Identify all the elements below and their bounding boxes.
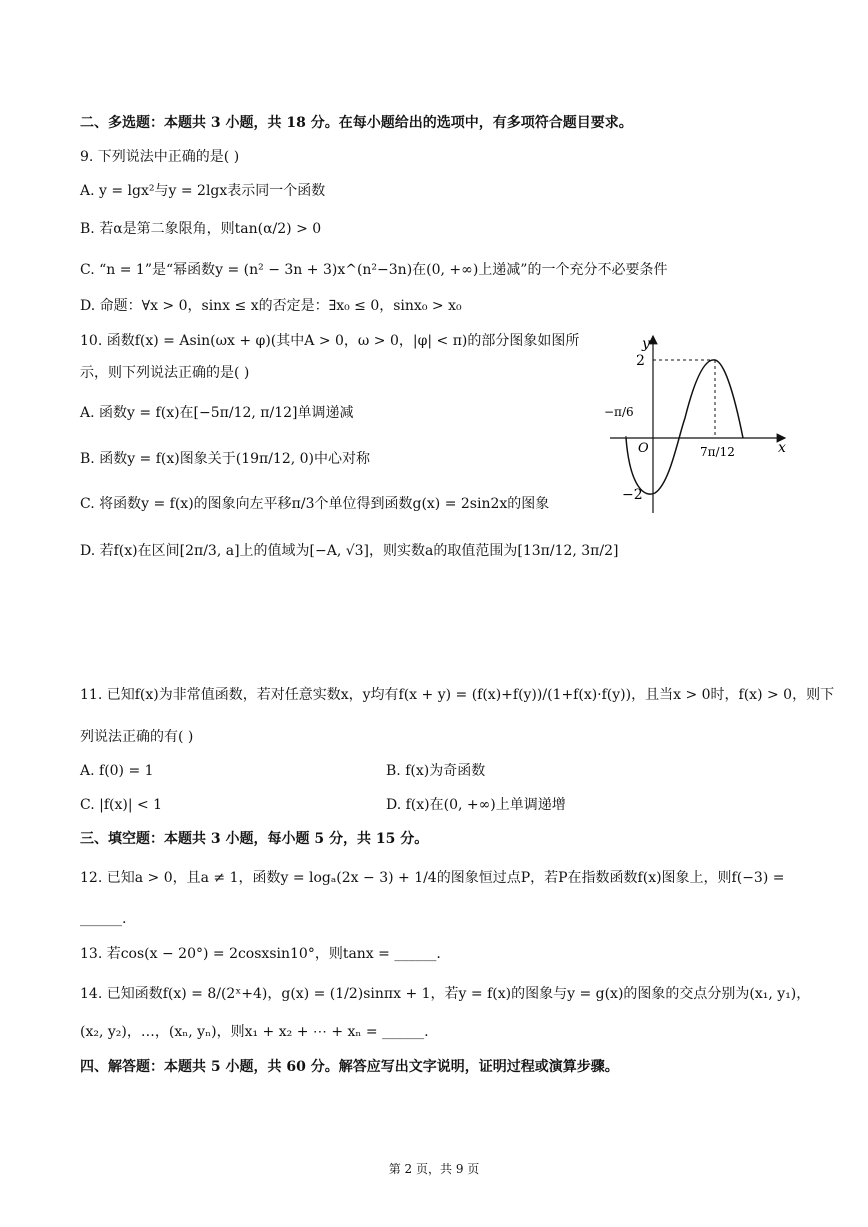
q10-option-a: A. 函数y = f(x)在[−5π/12, π/12]单调递减 bbox=[80, 405, 354, 421]
q12-blank: ______. bbox=[80, 911, 127, 927]
q11-option-a: A. f(0) = 1 bbox=[80, 763, 154, 779]
q9-option-c: C. “n = 1”是“幂函数y = (n² − 3n + 3)x^(n²−3n)在(0, +∞)上递减”的一个充分不必要条件 bbox=[80, 262, 668, 278]
q10-stem-line1: 10. 函数f(x) = Asin(ωx + φ)(其中A > 0，ω > 0，|φ| < π)的部分图象如图所 bbox=[80, 333, 580, 349]
q10-option-b: B. 函数y = f(x)图象关于(19π/12, 0)中心对称 bbox=[80, 451, 371, 467]
q10-option-c: C. 将函数y = f(x)的图象向左平移π/3个单位得到函数g(x) = 2sin2x的图象 bbox=[80, 496, 550, 512]
q10-stem-line2: 示，则下列说法正确的是( ) bbox=[80, 365, 250, 381]
q9-option-d: D. 命题：∀x > 0，sinx ≤ x的否定是：∃x₀ ≤ 0，sinx₀ > x₀ bbox=[80, 298, 462, 314]
q9-option-a: A. y = lgx²与y = 2lgx表示同一个函数 bbox=[80, 183, 326, 199]
sine-curve bbox=[626, 360, 743, 494]
q11-option-c: C. |f(x)| < 1 bbox=[80, 797, 163, 813]
q10-option-d: D. 若f(x)在区间[2π/3, a]上的值域为[−A, √3]，则实数a的取值范围为[13π/12, 3π/2] bbox=[80, 543, 619, 559]
neg-tick-label: −π/6 bbox=[604, 405, 634, 419]
origin-label: O bbox=[638, 441, 649, 456]
q11-stem-line2: 列说法正确的有( ) bbox=[80, 729, 194, 745]
page-footer: 第 2 页，共 9 页 bbox=[388, 1162, 480, 1176]
section-3-heading: 三、填空题：本题共 3 小题，每小题 5 分，共 15 分。 bbox=[80, 831, 429, 847]
q13: 13. 若cos(x − 20°) = 2cosxsin10°，则tanx = ______. bbox=[80, 946, 441, 962]
q12-line1: 12. 已知a > 0，且a ≠ 1，函数y = logₐ(2x − 3) + 1/4的图象恒过点P，若P在指数函数f(x)图象上，则f(−3) = bbox=[80, 870, 785, 886]
q9-option-b: B. 若α是第二象限角，则tan(α/2) > 0 bbox=[80, 221, 322, 237]
y-min-label: −2 bbox=[622, 487, 643, 503]
section-2-heading: 二、多选题：本题共 3 小题，共 18 分。在每小题给出的选项中，有多项符合题目要求。 bbox=[80, 115, 633, 131]
section-4-heading: 四、解答题：本题共 5 小题，共 60 分。解答应写出文字说明，证明过程或演算步骤。 bbox=[80, 1059, 619, 1075]
pos-tick-label: 7π/12 bbox=[700, 445, 735, 459]
q11-option-d: D. f(x)在(0, +∞)上单调递增 bbox=[386, 797, 566, 813]
y-max-label: 2 bbox=[636, 353, 645, 369]
sine-graph bbox=[600, 328, 790, 518]
q9-stem: 9. 下列说法中正确的是( ) bbox=[80, 149, 240, 165]
y-label: y bbox=[642, 336, 650, 352]
q14-line1: 14. 已知函数f(x) = 8/(2ˣ+4)，g(x) = (1/2)sinπx + 1，若y = f(x)的图象与y = g(x)的图象的交点分别为(x₁, y₁)， bbox=[80, 986, 811, 1002]
q11-stem-line1: 11. 已知f(x)为非常值函数，若对任意实数x，y均有f(x + y) = (f(x)+f(y))/(1+f(x)·f(y))，且当x > 0时，f(x) > 0，则下 bbox=[80, 687, 835, 703]
x-label: x bbox=[778, 440, 786, 456]
q11-option-b: B. f(x)为奇函数 bbox=[386, 763, 486, 779]
q14-line2: (x₂, y₂)，…，(xₙ, yₙ)，则x₁ + x₂ + ⋯ + xₙ = ______. bbox=[80, 1024, 429, 1040]
